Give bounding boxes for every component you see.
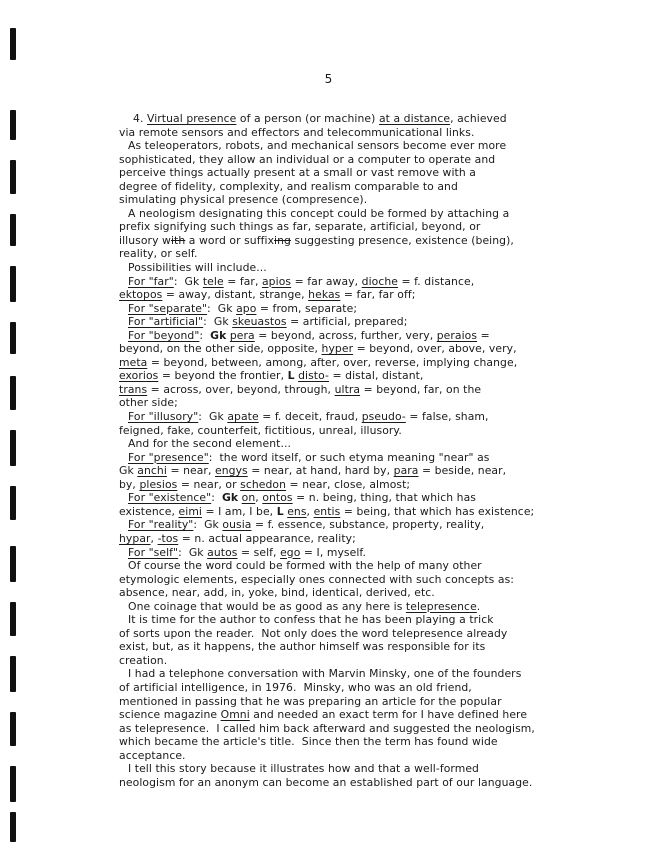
body-text: [119, 112, 599, 789]
text-run: = f. essence, substance, property, reality,: [251, 518, 485, 532]
text-run: = beyond, across, further, very,: [254, 328, 437, 342]
binding-mark: [10, 322, 16, 354]
text-run: ith: [170, 233, 186, 247]
binding-mark: [10, 812, 16, 842]
text-run: exist, but, as it happens, the author himself was responsible for its: [119, 640, 486, 654]
text-line: [119, 505, 599, 519]
binding-mark: [10, 376, 16, 410]
text-run: = beyond the frontier,: [158, 369, 288, 383]
text-line: [119, 234, 599, 248]
text-run: simulating physical presence (compresence).: [119, 193, 368, 207]
text-run: exorios: [119, 369, 159, 383]
text-run: reality, or self.: [119, 247, 198, 261]
text-run: by,: [119, 477, 140, 491]
text-run: dioche: [361, 274, 399, 288]
text-run: = across, over, beyond, through,: [147, 382, 335, 396]
text-line: [119, 396, 599, 410]
text-line: [119, 627, 599, 641]
text-run: meta: [119, 355, 148, 369]
text-line: [119, 302, 599, 316]
text-run: Gk: [210, 328, 227, 342]
text-run: = near, or: [177, 477, 241, 491]
text-run: = near,: [166, 464, 215, 478]
text-line: [119, 464, 599, 478]
text-run: anchi: [137, 464, 167, 478]
text-run: trans: [119, 382, 148, 396]
text-run: :: [199, 328, 211, 342]
text-run: feigned, fake, counterfeit, fictitious, unreal, illusory.: [119, 423, 402, 437]
text-run: I tell this story because it illustrates how and that a well-formed: [128, 762, 479, 776]
binding-mark: [10, 266, 16, 302]
text-run: acceptance.: [119, 748, 186, 762]
text-line: [119, 180, 599, 194]
text-run: = far, far off;: [340, 288, 416, 302]
text-run: hyper: [321, 342, 354, 356]
text-line: [119, 126, 599, 140]
binding-mark: [10, 160, 16, 194]
text-run: L: [276, 504, 284, 518]
text-line: [119, 356, 599, 370]
text-run: degree of fidelity, complexity, and realism comparable to and: [119, 179, 458, 193]
text-line: [119, 220, 599, 234]
binding-mark: [10, 656, 16, 692]
text-run: One coinage that would be as good as any here is: [128, 599, 406, 613]
text-line: [119, 559, 599, 573]
page-number: 5: [324, 72, 333, 86]
text-run: For "separate": [128, 301, 208, 315]
text-run: : Gk: [203, 315, 233, 329]
text-run: For "artificial": [128, 315, 204, 329]
text-line: [119, 667, 599, 681]
text-line: [119, 735, 599, 749]
text-run: = far away,: [291, 274, 362, 288]
text-run: ektopos: [119, 288, 163, 302]
text-run: perceive things actually present at a small or vast remove with a: [119, 166, 476, 180]
text-run: peraios: [436, 328, 478, 342]
text-run: ,: [306, 504, 314, 518]
text-run: = near, at hand, hard by,: [247, 464, 394, 478]
text-line: [119, 681, 599, 695]
text-run: apo: [236, 301, 257, 315]
text-line: [119, 342, 599, 356]
text-run: plesios: [139, 477, 178, 491]
text-run: disto-: [298, 369, 329, 383]
binding-mark: [10, 766, 16, 802]
text-run: pseudo-: [361, 410, 406, 424]
text-line: [119, 437, 599, 451]
text-run: = beyond, between, among, after, over, reverse, implying change,: [147, 355, 518, 369]
text-line: [119, 207, 599, 221]
text-run: -tos: [157, 531, 179, 545]
text-line: [119, 247, 599, 261]
text-run: = n. being, thing, that which has: [292, 491, 476, 505]
text-run: For "reality": [128, 518, 194, 532]
text-run: = near, close, almost;: [286, 477, 411, 491]
text-run: ousia: [222, 518, 252, 532]
text-line: [119, 288, 599, 302]
text-run: = f. deceit, fraud,: [258, 410, 362, 424]
text-run: = distal, distant,: [328, 369, 424, 383]
text-run: of a person (or machine): [236, 112, 379, 125]
text-run: , achieved: [450, 112, 507, 125]
text-run: engys: [214, 464, 248, 478]
text-run: For "illusory": [128, 410, 199, 424]
text-run: ens: [287, 504, 307, 518]
text-run: apios: [261, 274, 292, 288]
text-line: [119, 722, 599, 736]
text-run: And for the second element...: [128, 437, 292, 451]
text-run: of sorts upon the reader. Not only does the word telepresence already: [119, 626, 508, 640]
text-run: For "presence": [128, 450, 209, 464]
text-run: = beside, near,: [418, 464, 507, 478]
text-run: ultra: [334, 382, 361, 396]
text-run: For "far": [128, 274, 174, 288]
text-line: [119, 139, 599, 153]
binding-mark: [10, 486, 16, 520]
text-run: =: [477, 328, 490, 342]
text-run: hekas: [308, 288, 341, 302]
text-run: prefix signifying such things as far, separate, artificial, beyond, or: [119, 220, 481, 234]
text-line: [119, 613, 599, 627]
text-run: : the word itself, or such etyma meaning "near" as: [208, 450, 490, 464]
text-run: Gk: [221, 491, 239, 505]
text-run: = self,: [237, 545, 281, 559]
text-line: [119, 532, 599, 546]
text-run: skeuastos: [232, 315, 287, 329]
text-line: [119, 112, 599, 126]
text-run: etymologic elements, especially ones connected with such concepts as:: [119, 572, 515, 586]
text-run: and needed an exact term for I have defined here: [249, 708, 528, 722]
text-run: = away, distant, strange,: [162, 288, 309, 302]
text-run: A neologism designating this concept could be formed by attaching a: [128, 206, 510, 220]
binding-mark: [10, 110, 16, 140]
text-line: [119, 749, 599, 763]
text-run: creation.: [119, 653, 168, 667]
text-line: [119, 424, 599, 438]
text-run: sophisticated, they allow an individual or a computer to operate and: [119, 152, 496, 166]
text-run: entis: [313, 504, 341, 518]
text-line: [119, 166, 599, 180]
text-line: [119, 315, 599, 329]
text-line: [119, 153, 599, 167]
text-run: absence, near, add, in, yoke, bind, identical, derived, etc.: [119, 586, 435, 600]
text-line: [119, 546, 599, 560]
text-run: of artificial intelligence, in 1976. Minsky, who was an old friend,: [119, 680, 472, 694]
text-run: Possibilities will include...: [128, 261, 267, 275]
text-run: Omni: [220, 708, 250, 722]
text-run: : Gk: [193, 518, 223, 532]
text-run: autos: [207, 545, 238, 559]
text-run: Of course the word could be formed with the help of many other: [128, 559, 482, 573]
text-line: [119, 600, 599, 614]
text-line: [119, 586, 599, 600]
text-run: para: [393, 464, 419, 478]
text-line: [119, 762, 599, 776]
text-run: beyond, on the other side, opposite,: [119, 342, 322, 356]
text-run: suggesting presence, existence (being),: [290, 233, 514, 247]
text-run: = from, separate;: [256, 301, 358, 315]
text-run: = I am, I be,: [202, 504, 277, 518]
text-run: apate: [227, 410, 259, 424]
text-run: schedon: [240, 477, 287, 491]
text-line: [119, 708, 599, 722]
text-line: [119, 369, 599, 383]
text-run: : Gk: [207, 301, 237, 315]
binding-mark: [10, 28, 16, 60]
text-run: science magazine: [119, 708, 221, 722]
text-line: [119, 695, 599, 709]
text-run: :: [211, 491, 222, 505]
text-run: = false, sham,: [405, 410, 489, 424]
text-run: a word or suffix: [185, 233, 275, 247]
text-line: [119, 491, 599, 505]
text-run: = beyond, over, above, very,: [353, 342, 517, 356]
text-run: existence,: [119, 504, 179, 518]
text-run: = being, that which has existence;: [340, 504, 535, 518]
text-run: = artificial, prepared;: [286, 315, 408, 329]
text-run: = far,: [223, 274, 262, 288]
text-run: at a distance: [378, 112, 451, 125]
text-line: [119, 193, 599, 207]
text-line: [119, 451, 599, 465]
text-run: It is time for the author to confess that he has been playing a trick: [128, 613, 494, 627]
text-run: as telepresence. I called him back afterward and suggested the neologism,: [119, 721, 535, 735]
text-run: eimi: [178, 504, 202, 518]
binding-mark: [10, 602, 16, 636]
text-run: 4.: [133, 112, 147, 125]
text-run: For "beyond": [128, 328, 200, 342]
text-line: [119, 383, 599, 397]
text-line: [119, 640, 599, 654]
text-run: which became the article's title. Since then the term has found wide: [119, 735, 498, 749]
text-line: [119, 776, 599, 790]
text-run: on: [241, 491, 256, 505]
text-run: For "self": [128, 545, 179, 559]
text-run: mentioned in passing that he was preparing an article for the popular: [119, 694, 502, 708]
text-line: [119, 329, 599, 343]
text-run: via remote sensors and effectors and telecommunicational links.: [119, 125, 475, 139]
binding-mark: [10, 546, 16, 582]
binding-mark: [10, 430, 16, 466]
text-run: tele: [202, 274, 224, 288]
text-line: [119, 654, 599, 668]
text-run: ontos: [262, 491, 293, 505]
text-run: Virtual presence: [146, 112, 237, 125]
text-line: [119, 573, 599, 587]
text-run: As teleoperators, robots, and mechanical sensors become ever more: [128, 139, 507, 153]
text-run: = I, myself.: [300, 545, 367, 559]
text-run: telepresence: [405, 599, 477, 613]
text-line: [119, 275, 599, 289]
text-run: hypar: [119, 531, 151, 545]
text-run: I had a telephone conversation with Marvin Minsky, one of the founders: [128, 667, 522, 681]
text-run: Gk: [119, 464, 138, 478]
text-run: : Gk: [173, 274, 203, 288]
text-run: ,: [150, 531, 158, 545]
text-run: neologism for an anonym can become an established part of our language.: [119, 775, 533, 789]
text-run: other side;: [119, 396, 178, 410]
text-run: For "existence": [128, 491, 212, 505]
text-run: pera: [229, 328, 255, 342]
text-line: [119, 410, 599, 424]
text-run: : Gk: [178, 545, 208, 559]
text-run: = n. actual appearance, reality;: [178, 531, 356, 545]
binding-mark: [10, 214, 16, 246]
text-run: = beyond, far, on the: [360, 382, 482, 396]
text-run: L: [287, 369, 295, 383]
text-run: : Gk: [198, 410, 228, 424]
text-run: illusory w: [119, 233, 171, 247]
text-line: [119, 261, 599, 275]
text-run: ego: [280, 545, 301, 559]
text-run: ing: [274, 233, 291, 247]
text-run: ,: [255, 491, 263, 505]
binding-mark: [10, 712, 16, 746]
text-run: = f. distance,: [398, 274, 475, 288]
text-run: .: [476, 599, 481, 613]
text-line: [119, 478, 599, 492]
text-line: [119, 518, 599, 532]
